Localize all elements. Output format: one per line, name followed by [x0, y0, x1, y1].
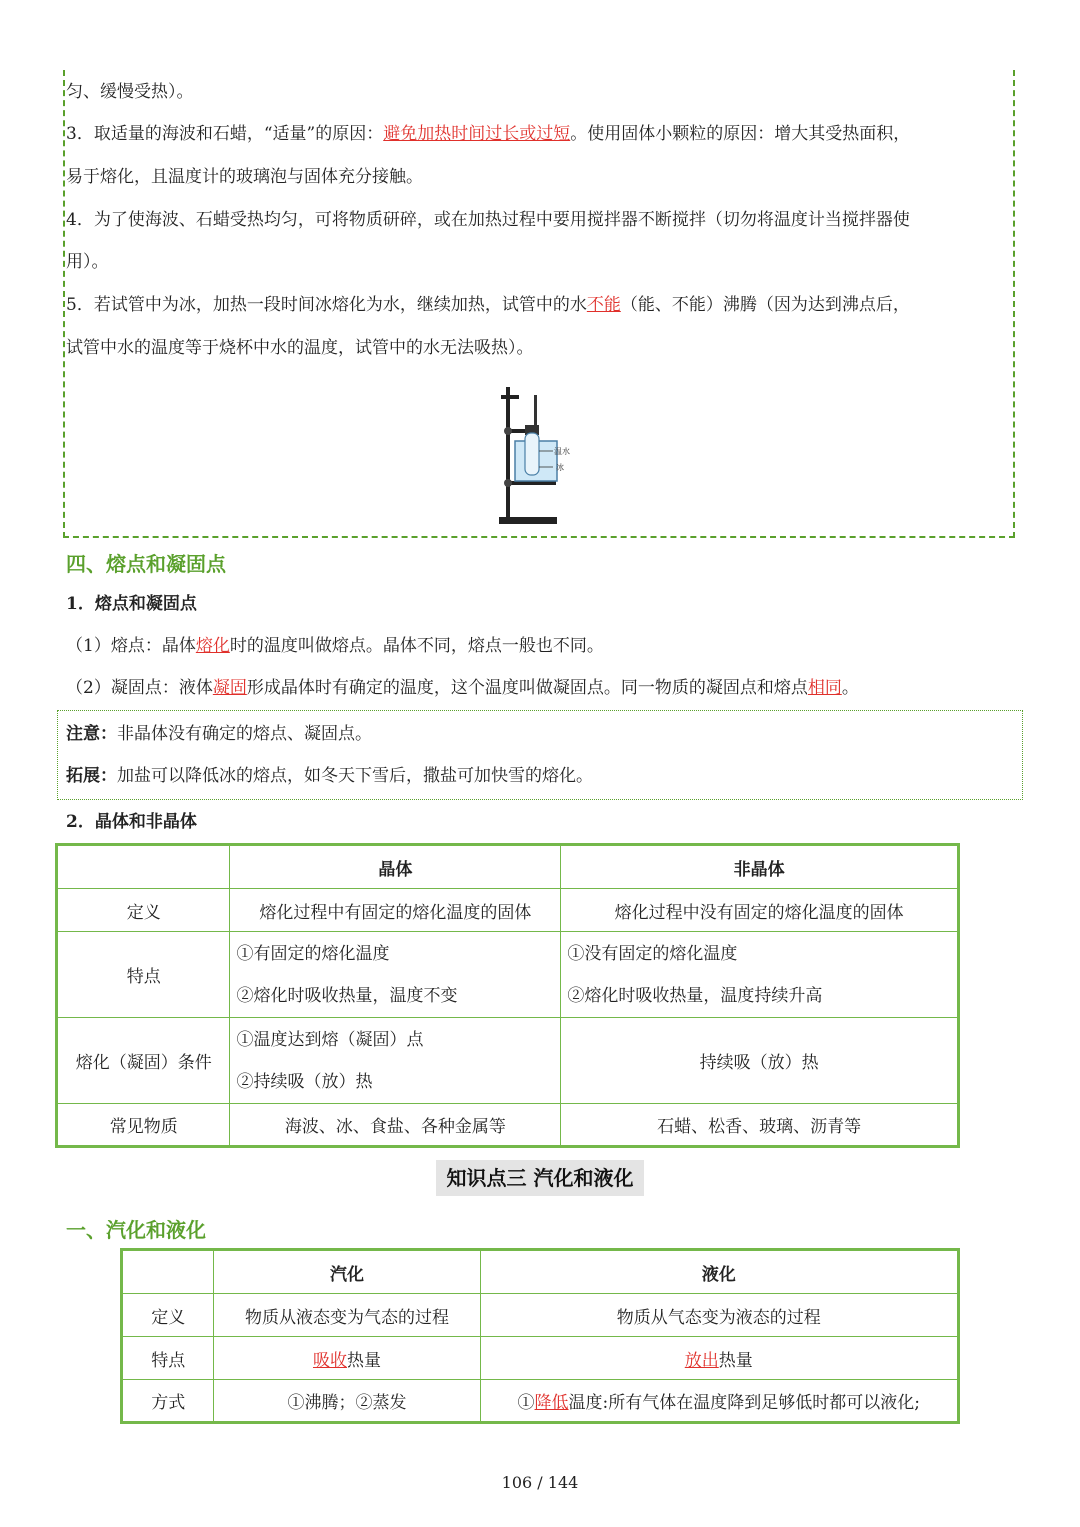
note-line: 注意：非晶体没有确定的熔点、凝固点。: [66, 724, 372, 744]
subheading: 1．熔点和凝固点: [66, 594, 197, 614]
knowledge-point-title: 知识点三 汽化和液化: [436, 1160, 644, 1196]
page-number: 106 / 144: [501, 1473, 579, 1492]
water-label: 温水: [554, 447, 570, 456]
text-line: 匀、缓慢受热）。: [66, 82, 194, 102]
text-line: 3．取适量的海波和石蜡，“适量”的原因：避免加热时间过长或过短。使用固体小颗粒的原因：增大其受热面积，: [66, 124, 911, 144]
crystal-table: [55, 843, 960, 1148]
table-row: 定义 物质从液态变为气态的过程 物质从气态变为液态的过程: [122, 1294, 959, 1337]
table-row: 常见物质 海波、冰、食盐、各种金属等 石蜡、松香、玻璃、沥青等: [57, 1104, 959, 1147]
section-heading: 四、熔点和凝固点: [66, 552, 226, 576]
text-line: 用）。: [66, 252, 109, 272]
answer-blank: 降低: [534, 1393, 569, 1413]
answer-blank: 熔化: [195, 636, 230, 656]
text-line: 易于熔化，且温度计的玻璃泡与固体充分接触。: [66, 167, 423, 187]
apparatus-figure: [495, 383, 585, 528]
section-heading: 一、汽化和液化: [66, 1218, 206, 1242]
table-row: 方式 ①沸腾；②蒸发 ①降低温度:所有气体在温度降到足够低时都可以液化;: [122, 1380, 959, 1423]
answer-blank: 放出: [684, 1350, 719, 1371]
ice-label: 冰: [556, 463, 564, 472]
table-header: 晶体: [230, 845, 561, 889]
extension-line: 拓展：加盐可以降低冰的熔点，如冬天下雪后，撒盐可加快雪的熔化。: [66, 766, 593, 786]
table-row: 熔化（凝固）条件 ①温度达到熔（凝固）点 ②持续吸（放）热 持续吸（放）热: [57, 1018, 959, 1104]
subheading: 2．晶体和非晶体: [66, 812, 197, 832]
table-header: 非晶体: [561, 845, 959, 889]
table-header: [57, 845, 230, 889]
table-row: 特点 ①有固定的熔化温度 ②熔化时吸收热量，温度不变 ①没有固定的熔化温度 ②熔化时吸收热量，温度持续升高: [57, 932, 959, 1018]
text-line: 试管中水的温度等于烧杯中水的温度，试管中的水无法吸热）。: [66, 338, 534, 358]
answer-blank: 吸收: [312, 1350, 347, 1371]
answer-blank: 相同: [807, 678, 842, 698]
table-header: 汽化: [214, 1250, 480, 1294]
vaporization-table: [120, 1248, 960, 1424]
text-line: （2）凝固点：液体凝固形成晶体时有确定的温度，这个温度叫做凝固点。同一物质的凝固点和熔点相同。: [66, 678, 859, 698]
answer-blank: 避免加热时间过长或过短: [383, 124, 571, 144]
table-header: 液化: [480, 1250, 958, 1294]
answer-blank: 凝固: [212, 678, 247, 698]
text-line: 4．为了使海波、石蜡受热均匀，可将物质研碎，或在加热过程中要用搅拌器不断搅拌（切勿将温度计当搅拌器使: [66, 210, 910, 230]
table-header: [122, 1250, 214, 1294]
text-line: 5．若试管中为冰，加热一段时间冰熔化为水，继续加热，试管中的水不能（能、不能）沸腾（因为达到沸点后，: [66, 295, 910, 315]
table-row: 定义 熔化过程中有固定的熔化温度的固体 熔化过程中没有固定的熔化温度的固体: [57, 889, 959, 932]
answer-blank: 不能: [586, 295, 621, 315]
text-line: （1）熔点：晶体熔化时的温度叫做熔点。晶体不同，熔点一般也不同。: [66, 636, 604, 656]
table-row: 特点 吸收热量 放出热量: [122, 1337, 959, 1380]
